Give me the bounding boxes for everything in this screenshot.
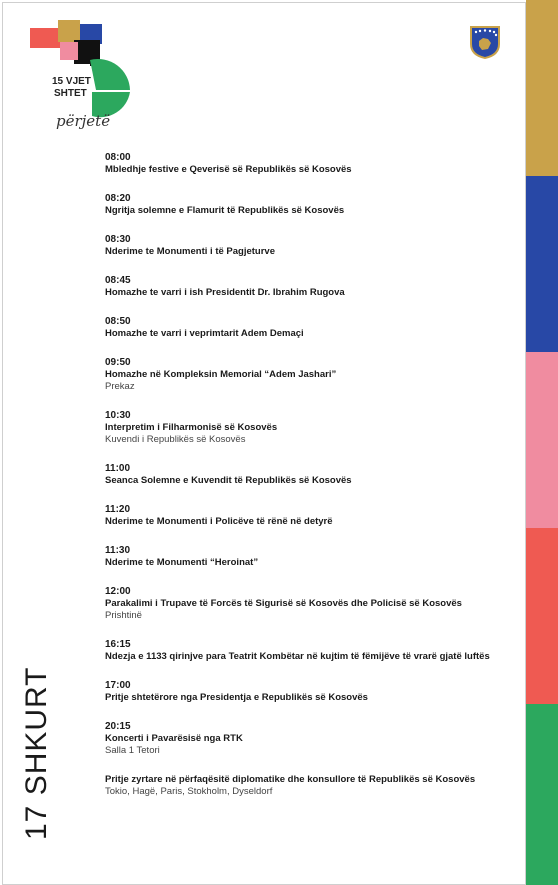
event-place: Tokio, Hagë, Paris, Stokholm, Dyseldorf bbox=[105, 786, 273, 797]
schedule bbox=[105, 152, 505, 815]
logo-line-1: 15 VJET bbox=[52, 76, 91, 87]
event-time: 16:15 bbox=[105, 639, 131, 650]
event-time: 08:45 bbox=[105, 275, 131, 286]
event-time: 08:30 bbox=[105, 234, 131, 245]
event-title: Homazhe në Kompleksin Memorial “Adem Jashari” bbox=[105, 369, 337, 380]
event-title: Ngritja solemne e Flamurit të Republikës së Kosovës bbox=[105, 205, 345, 216]
event-item bbox=[105, 357, 505, 393]
event-place: Prekaz bbox=[105, 381, 135, 392]
stripe-red bbox=[526, 528, 558, 704]
stripe-pink bbox=[526, 352, 558, 528]
event-item bbox=[105, 545, 505, 569]
event-time: 08:50 bbox=[105, 316, 131, 327]
stripe-blue bbox=[526, 176, 558, 352]
logo-line-2: SHTET bbox=[54, 88, 87, 99]
event-time: 11:20 bbox=[105, 504, 131, 515]
event-place: Prishtinë bbox=[105, 610, 142, 621]
event-item bbox=[105, 680, 505, 704]
event-item bbox=[105, 193, 505, 217]
date-label: 17 SHKURT bbox=[20, 666, 53, 840]
event-item bbox=[105, 504, 505, 528]
event-title: Homazhe te varri i veprimtarit Adem Demaçi bbox=[105, 328, 304, 339]
stripe-gold bbox=[526, 0, 558, 176]
event-title: Nderime te Monumenti i Policëve të rënë në detyrë bbox=[105, 516, 333, 527]
logo-script: përjetë bbox=[56, 112, 111, 130]
event-time: 12:00 bbox=[105, 586, 131, 597]
stripe-green bbox=[526, 704, 558, 885]
color-stripes bbox=[526, 0, 558, 885]
event-time: 20:15 bbox=[105, 721, 131, 732]
event-title: Koncerti i Pavarësisë nga RTK bbox=[105, 733, 243, 744]
event-time: 08:00 bbox=[105, 152, 131, 163]
event-item bbox=[105, 774, 505, 798]
event-item bbox=[105, 586, 505, 622]
event-item bbox=[105, 316, 505, 340]
anniversary-logo bbox=[30, 20, 140, 140]
event-title: Pritje shtetërore nga Presidentja e Republikës së Kosovës bbox=[105, 692, 368, 703]
event-title: Mbledhje festive e Qeverisë së Republikës së Kosovës bbox=[105, 164, 352, 175]
event-item bbox=[105, 152, 505, 176]
event-place: Kuvendi i Republikës së Kosovës bbox=[105, 434, 246, 445]
event-item bbox=[105, 721, 505, 757]
event-title: Ndezja e 1133 qirinjve para Teatrit Kombëtar në kujtim të fëmijëve të vrarë gjatë luftës bbox=[105, 651, 490, 662]
event-time: 09:50 bbox=[105, 357, 131, 368]
event-title: Homazhe te varri i ish Presidentit Dr. Ibrahim Rugova bbox=[105, 287, 345, 298]
event-title: Pritje zyrtare në përfaqësitë diplomatike dhe konsullore të Republikës së Kosovës bbox=[105, 774, 476, 785]
event-title: Nderime te Monumenti “Heroinat” bbox=[105, 557, 259, 568]
event-item bbox=[105, 463, 505, 487]
event-title: Nderime te Monumenti i të Pagjeturve bbox=[105, 246, 275, 257]
event-title: Parakalimi i Trupave të Forcës të Sigurisë së Kosovës dhe Policisë së Kosovës bbox=[105, 598, 462, 609]
event-time: 11:30 bbox=[105, 545, 131, 556]
event-time: 11:00 bbox=[105, 463, 131, 474]
event-item bbox=[105, 275, 505, 299]
event-title: Interpretim i Filharmonisë së Kosovës bbox=[105, 422, 278, 433]
event-item bbox=[105, 410, 505, 446]
event-item bbox=[105, 639, 505, 663]
logo-graphic-icon bbox=[30, 20, 140, 120]
event-title: Seanca Solemne e Kuvendit të Republikës së Kosovës bbox=[105, 475, 352, 486]
event-time: 17:00 bbox=[105, 680, 131, 691]
event-time: 08:20 bbox=[105, 193, 131, 204]
kosovo-emblem-icon bbox=[468, 24, 502, 60]
event-item bbox=[105, 234, 505, 258]
event-time: 10:30 bbox=[105, 410, 131, 421]
event-place: Salla 1 Tetori bbox=[105, 745, 160, 756]
